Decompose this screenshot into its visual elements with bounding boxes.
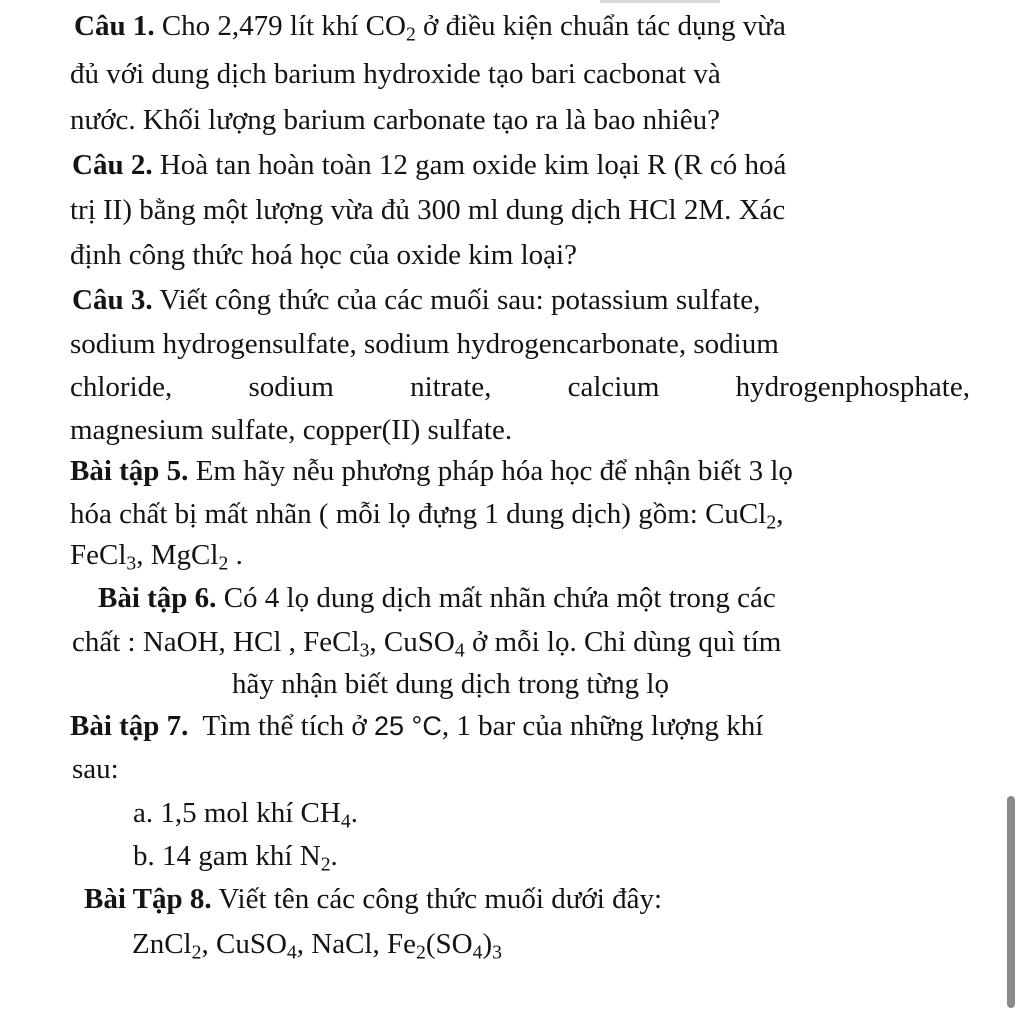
q2-text-1: Hoà tan hoàn toàn 12 gam oxide kim loại R (R có hoá: [159, 149, 787, 181]
q2-title: Câu 2.: [72, 149, 153, 181]
ex7-item-a-sub: 4: [340, 810, 351, 833]
ex8-f5-sub: 3: [492, 941, 502, 964]
ex7-item-b-sub: 2: [320, 853, 331, 876]
ex5-text-3a: FeCl: [70, 539, 127, 571]
ex7-text-1b: , 1 bar của những lượng khí: [441, 710, 764, 742]
ex6-text-2b: , CuSO: [369, 626, 455, 658]
ex6-line-3: hãy nhận biết dung dịch trong từng lọ: [232, 668, 669, 700]
ex7-item-a-end: .: [350, 797, 358, 829]
ex6-text-2a: chất : NaOH, HCl , FeCl: [72, 626, 360, 658]
ex7-item-a-text: a. 1,5 mol khí CH: [133, 797, 341, 829]
q1-text-1b: ở điều kiện chuẩn tác dụng vừa: [423, 10, 786, 42]
q3-word: calcium: [567, 371, 660, 403]
ex8-f4-sub: 4: [472, 941, 483, 964]
ex7-item-a: [133, 793, 358, 833]
ex6-line-1: [98, 578, 776, 618]
ex5-text-2a: hóa chất bị mất nhãn ( mỗi lọ đựng 1 dung dịch) gồm: CuCl: [70, 498, 767, 530]
q2-line-2: trị II) bằng một lượng vừa đủ 300 ml dung dịch HCl 2M. Xác: [70, 194, 786, 226]
ex8-f2-sub: 4: [286, 941, 297, 964]
ex8-f1-sub: 2: [191, 941, 202, 964]
ex8-line-1: [84, 879, 662, 919]
ex7-line-1: [70, 706, 763, 746]
ex7-temperature: 25 °C: [374, 711, 442, 741]
ex5-text-1: Em hãy nễu phương pháp hóa học để nhận biết 3 lọ: [195, 455, 793, 487]
q1-sub: 2: [405, 23, 416, 46]
ex8-text-1: Viết tên các công thức muối dưới đây:: [218, 883, 662, 915]
ex6-line-2: [72, 622, 781, 662]
ex8-f3: , NaCl, Fe: [296, 928, 416, 960]
ex5-title: Bài tập 5.: [70, 455, 189, 487]
q1-text-1a: Cho 2,479 lít khí CO: [161, 10, 406, 42]
ex5-text-3c: .: [235, 539, 243, 571]
ex5-line-2: [70, 494, 783, 534]
ex6-sub-2: 4: [454, 639, 465, 662]
q3-word: nitrate,: [410, 371, 492, 403]
ex6-text-1: Có 4 lọ dung dịch mất nhãn chứa một trong các: [223, 582, 776, 614]
top-edge-artifact: [600, 0, 720, 3]
ex8-f3-sub: 2: [415, 941, 426, 964]
q1-line-2: đủ với dung dịch barium hydroxide tạo bari cacbonat và: [70, 58, 721, 90]
ex7-item-b-text: b. 14 gam khí N: [133, 840, 321, 872]
ex5-line-1: [70, 451, 793, 491]
ex7-title: Bài tập 7.: [70, 710, 189, 742]
ex8-f1: ZnCl: [132, 928, 192, 960]
ex7-text-1a: Tìm thể tích ở: [202, 710, 367, 742]
ex6-text-2c: ở mỗi lọ. Chỉ dùng quì tím: [471, 626, 782, 658]
ex5-sub-1: 2: [766, 511, 777, 534]
q3-line-1: [72, 280, 760, 320]
ex8-f5: ): [482, 928, 493, 960]
ex8-f4: (SO: [425, 928, 473, 960]
ex5-sub-3: 2: [218, 552, 229, 575]
ex7-item-b: [133, 836, 338, 876]
ex8-title: Bài Tập 8.: [84, 883, 212, 915]
q3-line-2: sodium hydrogensulfate, sodium hydrogencarbonate, sodium: [70, 328, 779, 360]
scrollbar-thumb[interactable]: [1007, 796, 1015, 1008]
q2-line-1: [72, 145, 786, 185]
q3-word: hydrogenphosphate,: [735, 371, 970, 403]
q3-word: chloride,: [70, 371, 173, 403]
q3-word: sodium: [248, 371, 334, 403]
ex7-item-b-end: .: [330, 840, 338, 872]
q3-line-4: magnesium sulfate, copper(II) sulfate.: [70, 414, 513, 446]
ex6-sub-1: 3: [359, 639, 370, 662]
ex5-sub-2: 3: [126, 552, 137, 575]
q1-line-3: nước. Khối lượng barium carbonate tạo ra là bao nhiêu?: [70, 104, 720, 136]
q3-line-3: [70, 367, 970, 407]
ex7-line-2: sau:: [72, 753, 119, 785]
q3-text-1: Viết công thức của các muối sau: potassium sulfate,: [159, 284, 761, 316]
ex6-title: Bài tập 6.: [98, 582, 217, 614]
ex8-f2: , CuSO: [201, 928, 287, 960]
ex5-text-3b: , MgCl: [136, 539, 219, 571]
q3-title: Câu 3.: [72, 284, 153, 316]
ex5-text-2b: ,: [776, 498, 784, 530]
q1-title: Câu 1.: [74, 10, 155, 42]
q2-line-3: định công thức hoá học của oxide kim loại?: [70, 239, 577, 271]
ex8-formulas: [132, 924, 502, 964]
q1-line-1: [74, 6, 786, 46]
ex5-line-3: [70, 535, 243, 575]
